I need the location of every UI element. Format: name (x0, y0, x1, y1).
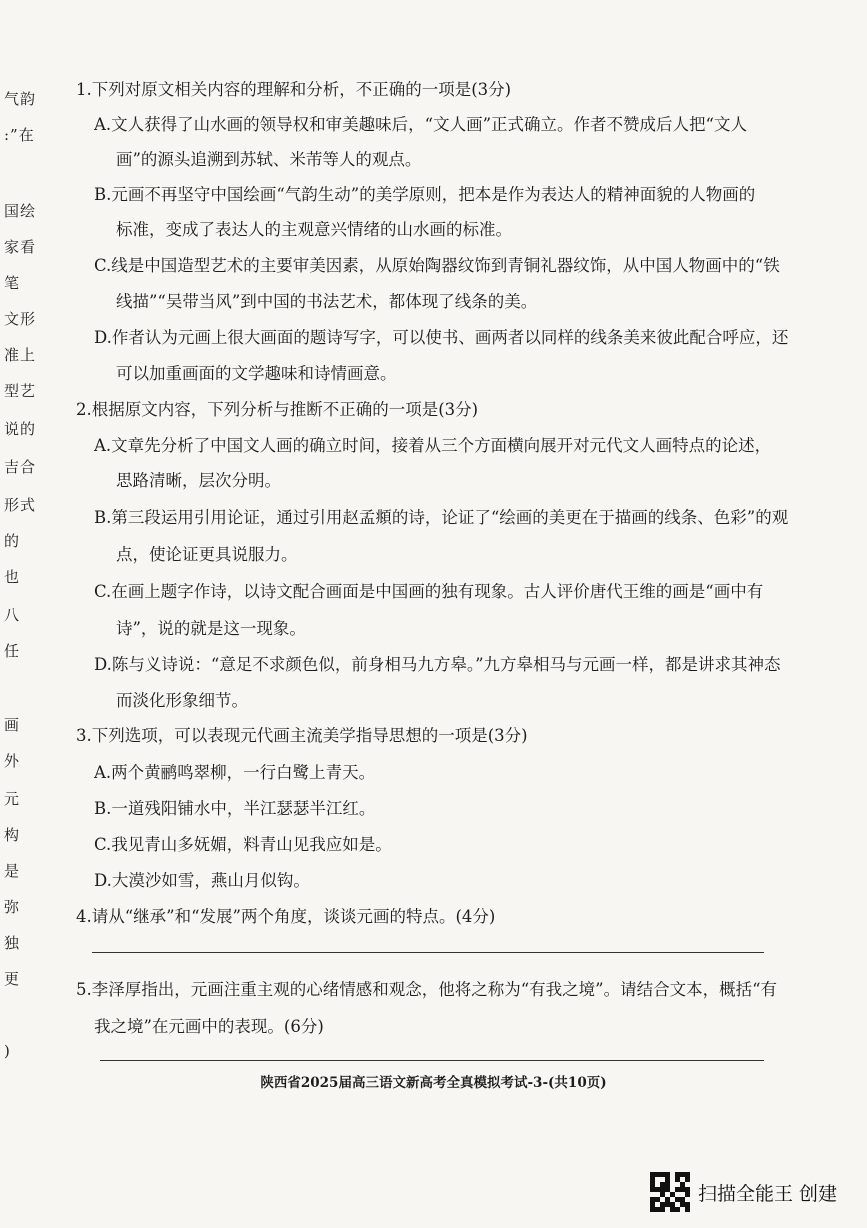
margin-fragment: 笔 (4, 274, 21, 292)
question-1-option-a-cont: 画”的源头追溯到苏轼、米芾等人的观点。 (116, 150, 422, 169)
margin-fragment: 说的 (4, 420, 37, 438)
margin-fragment: 八 (4, 606, 21, 624)
question-3-stem: 3.下列选项，可以表现元代画主流美学指导思想的一项是(3分) (76, 726, 528, 745)
question-2-stem: 2.根据原文内容，下列分析与推断不正确的一项是(3分) (76, 400, 479, 419)
margin-fragment: 构 (4, 826, 21, 844)
question-2-option-b-cont: 点，使论证更具说服力。 (116, 545, 298, 564)
scanner-watermark (650, 1172, 837, 1212)
margin-fragment: 气韵 (4, 90, 37, 108)
answer-line (100, 1060, 764, 1061)
question-1-option-b-cont: 标准，变成了表达人的主观意兴情绪的山水画的标准。 (116, 220, 512, 239)
question-1-option-d: D.作者认为元画上很大画面的题诗写字，可以使书、画两者以同样的线条美来彼此配合呼应，还 (94, 328, 789, 347)
margin-fragment: 画 (4, 716, 21, 734)
question-3-option-c: C.我见青山多妩媚，料青山见我应如是。 (94, 835, 392, 854)
question-2-option-c: C.在画上题字作诗，以诗文配合画面是中国画的独有现象。古人评价唐代王维的画是“画中有 (94, 582, 764, 601)
question-4-stem: 4.请从“继承”和“发展”两个角度，谈谈元画的特点。(4分) (76, 907, 496, 926)
question-2-option-a: A.文章先分析了中国文人画的确立时间，接着从三个方面横向展开对元代文人画特点的论述， (94, 436, 772, 455)
margin-fragment: 独 (4, 934, 21, 952)
margin-fragment: 是 (4, 862, 21, 880)
question-1-option-a: A.文人获得了山水画的领导权和审美趣味后，“文人画”正式确立。作者不赞成后人把“文人 (94, 115, 747, 134)
question-1-option-d-cont: 可以加重画面的文学趣味和诗情画意。 (116, 364, 397, 383)
question-2-option-c-cont: 诗”，说的就是这一现象。 (116, 619, 306, 638)
question-5-stem: 5.李泽厚指出，元画注重主观的心绪情感和观念，他将之称为“有我之境”。请结合文本，概括“有 (76, 980, 778, 999)
question-3-option-b: B.一道残阳铺水中，半江瑟瑟半江红。 (94, 799, 376, 818)
question-3-option-d: D.大漠沙如雪，燕山月似钩。 (94, 871, 310, 890)
margin-fragment: 更 (4, 970, 21, 988)
margin-fragment: 也 (4, 568, 21, 586)
question-2-option-a-cont: 思路清晰，层次分明。 (116, 471, 281, 490)
left-margin-fragments (0, 0, 40, 1228)
margin-fragment: ) (4, 1042, 11, 1060)
question-1-stem: 1.下列对原文相关内容的理解和分析，不正确的一项是(3分) (76, 80, 512, 99)
margin-fragment: 元 (4, 790, 21, 808)
question-2-option-d-cont: 而淡化形象细节。 (116, 691, 248, 710)
question-3-option-a: A.两个黄鹂鸣翠柳，一行白鹭上青天。 (94, 763, 376, 782)
question-2-option-d: D.陈与义诗说：“意足不求颜色似，前身相马九方皋。”九方皋相马与元画一样，都是讲求其神态 (94, 655, 781, 674)
margin-fragment: 弥 (4, 898, 21, 916)
margin-fragment: 型艺 (4, 382, 37, 400)
margin-fragment: 文形 (4, 310, 37, 328)
answer-line (92, 952, 764, 953)
margin-fragment: 任 (4, 642, 21, 660)
qr-code-icon (650, 1172, 690, 1212)
question-1-option-c-cont: 线描”“吴带当风”到中国的书法艺术，都体现了线条的美。 (116, 292, 538, 311)
question-1-option-c: C.线是中国造型艺术的主要审美因素，从原始陶器纹饰到青铜礼器纹饰，从中国人物画中的“铁 (94, 256, 780, 275)
question-5-stem-cont: 我之境”在元画中的表现。(6分) (94, 1017, 324, 1036)
margin-fragment: 准上 (4, 346, 37, 364)
margin-fragment: 外 (4, 752, 21, 770)
watermark-label: 扫描全能王 创建 (698, 1182, 838, 1205)
margin-fragment: 家看 (4, 238, 37, 256)
margin-fragment: 形式 (4, 496, 37, 514)
question-2-option-b: B.第三段运用引用论证，通过引用赵孟頫的诗，论证了“绘画的美更在于描画的线条、色彩”的观 (94, 508, 789, 527)
margin-fragment: 的 (4, 532, 21, 550)
question-1-option-b: B.元画不再坚守中国绘画“气韵生动”的美学原则，把本是作为表达人的精神面貌的人物画的 (94, 185, 756, 204)
page-footer: 陕西省2025届高三语文新高考全真模拟考试-3-(共10页) (260, 1075, 607, 1091)
margin-fragment: :”在 (4, 126, 35, 144)
margin-fragment: 吉合 (4, 458, 37, 476)
margin-fragment: 国绘 (4, 202, 37, 220)
